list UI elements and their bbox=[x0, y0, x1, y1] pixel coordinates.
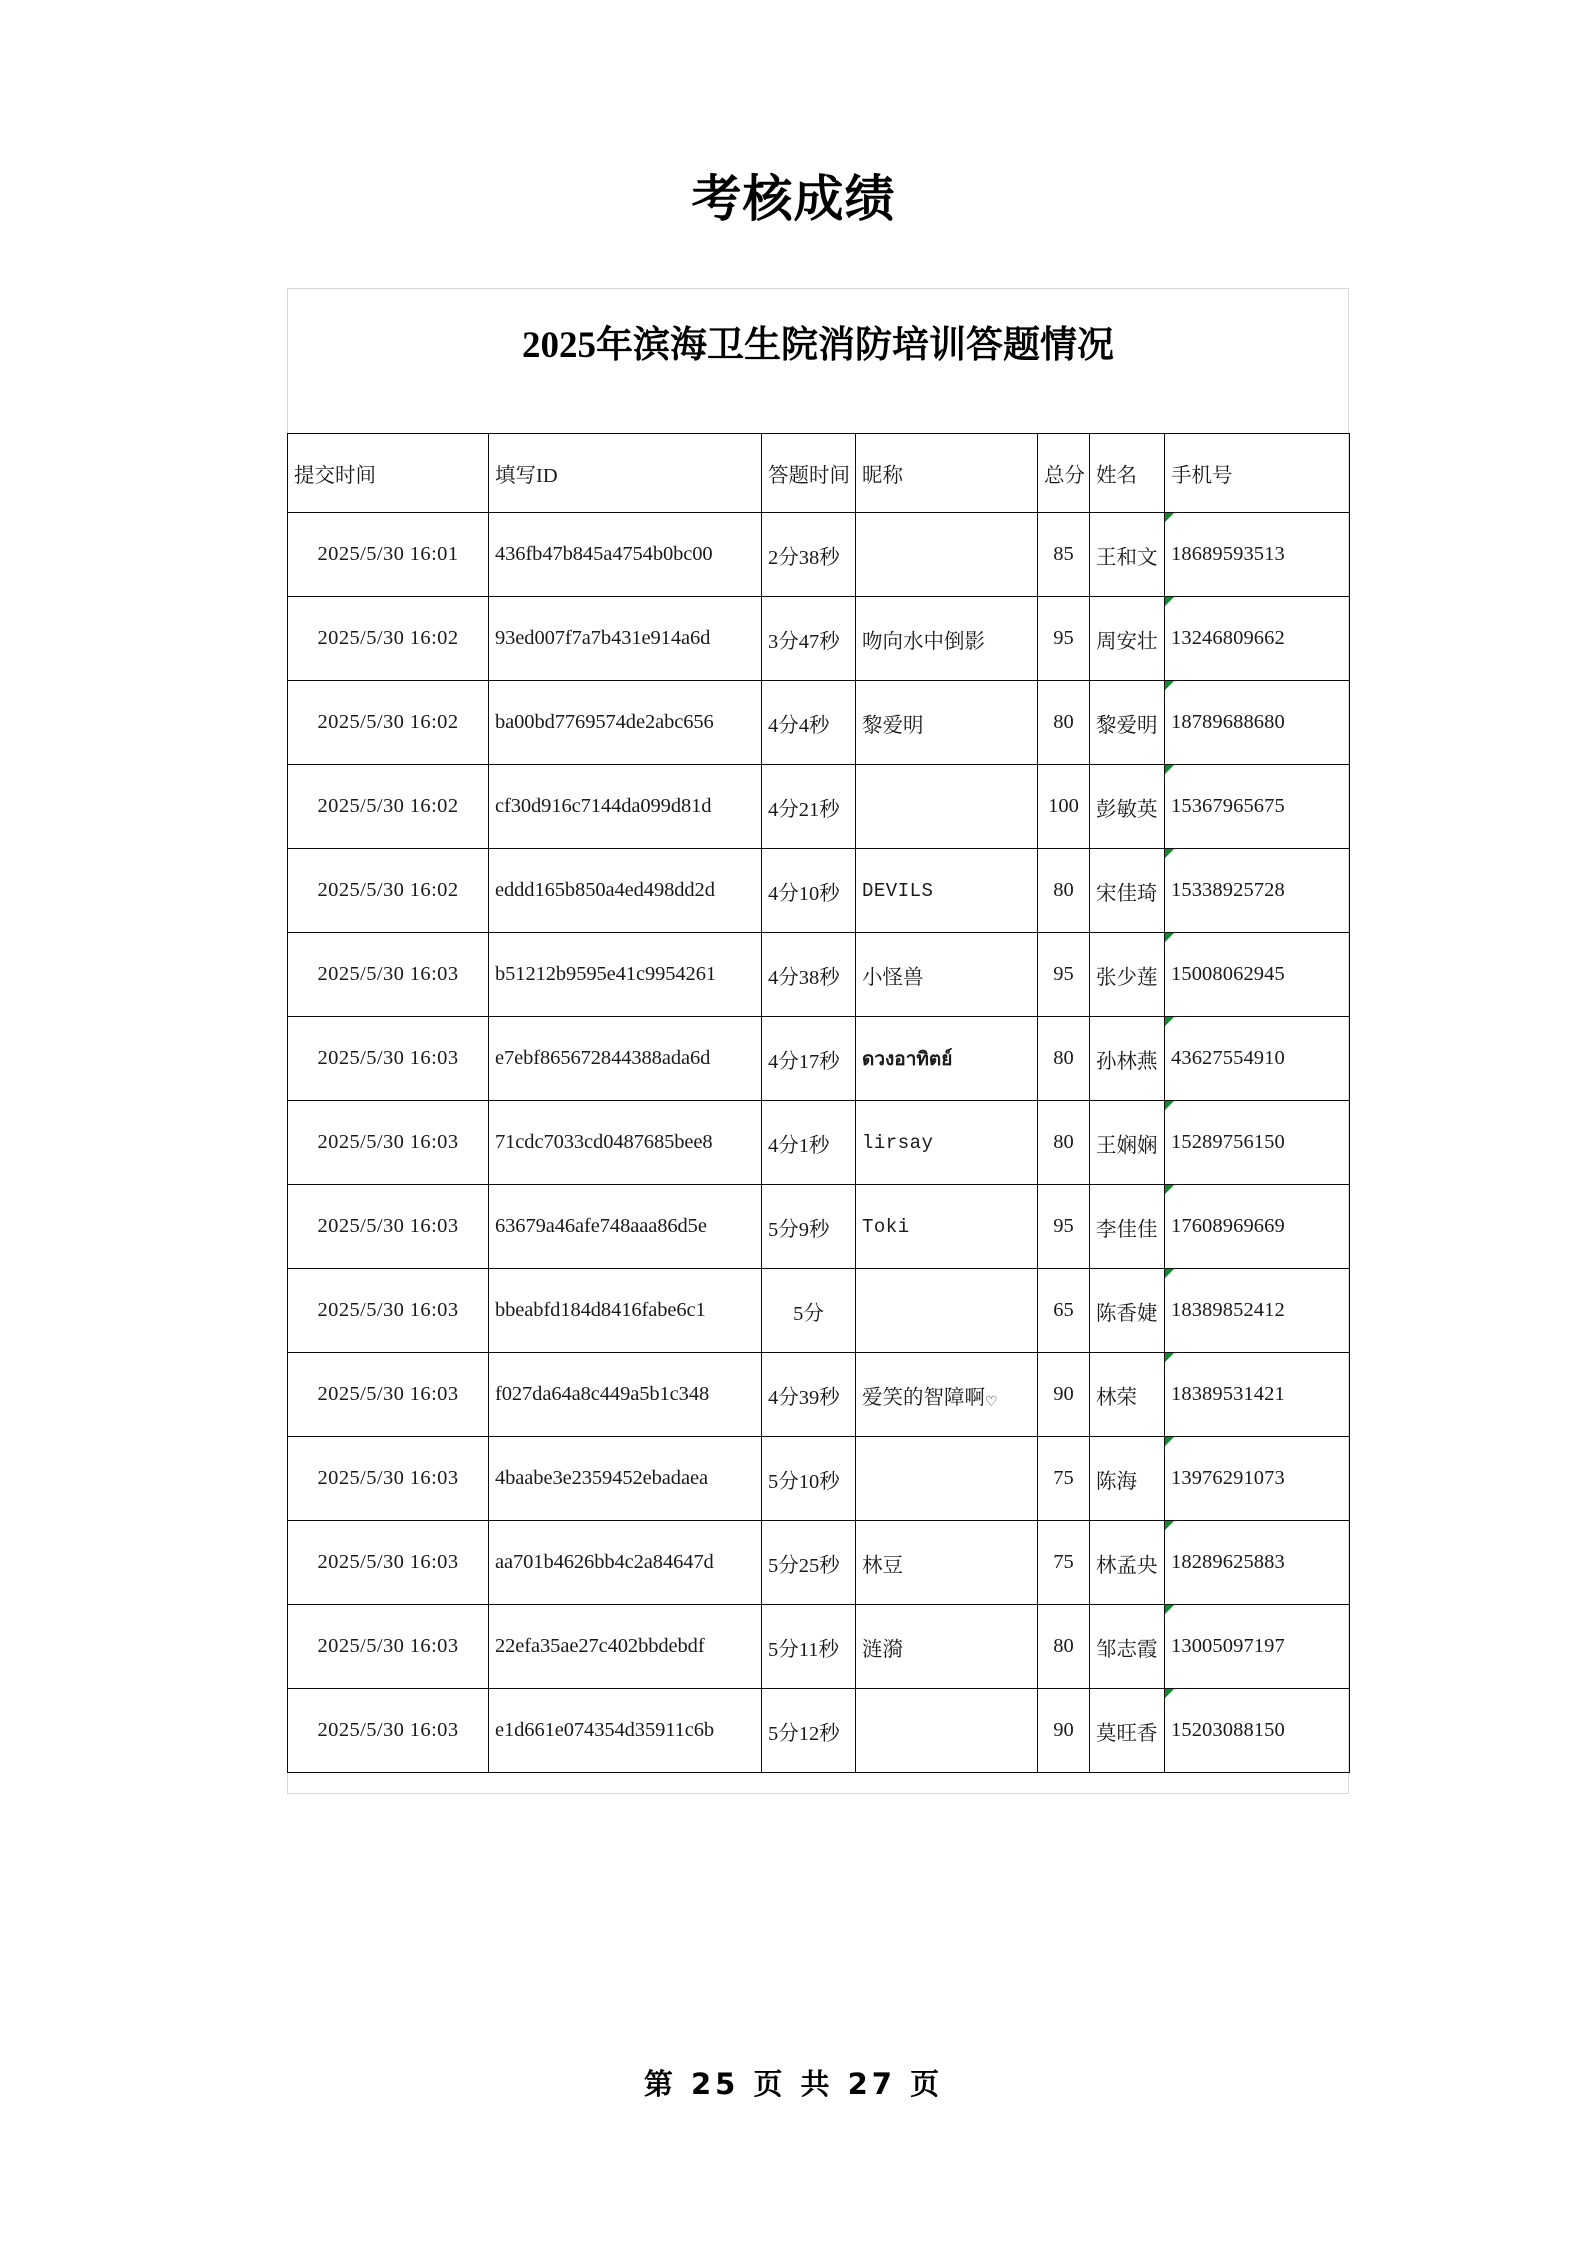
cell-name: 李佳佳 bbox=[1090, 1185, 1165, 1269]
cell-nickname bbox=[856, 1353, 1038, 1437]
cell-name: 王和文 bbox=[1090, 513, 1165, 597]
cell-fill_id: e7ebf865672844388ada6d bbox=[489, 1017, 762, 1101]
nickname-emoji-icon: ♡ bbox=[985, 1393, 998, 1410]
cell-score: 85 bbox=[1038, 513, 1090, 597]
column-header-name: 姓名 bbox=[1090, 434, 1165, 513]
cell-nickname bbox=[856, 1605, 1038, 1689]
table-row bbox=[288, 1185, 1350, 1269]
cell-submit_time: 2025/5/30 16:03 bbox=[288, 1101, 489, 1185]
cell-fill_id: aa701b4626bb4c2a84647d bbox=[489, 1521, 762, 1605]
table-row bbox=[288, 681, 1350, 765]
cell-submit_time: 2025/5/30 16:03 bbox=[288, 1017, 489, 1101]
page-title: 考核成绩 bbox=[691, 170, 896, 228]
cell-submit_time: 2025/5/30 16:03 bbox=[288, 933, 489, 1017]
cell-duration: 5分11秒 bbox=[762, 1605, 856, 1689]
cell-nickname bbox=[856, 681, 1038, 765]
cell-nickname bbox=[856, 933, 1038, 1017]
cell-submit_time: 2025/5/30 16:02 bbox=[288, 597, 489, 681]
cell-name: 孙林燕 bbox=[1090, 1017, 1165, 1101]
cell-duration: 4分21秒 bbox=[762, 765, 856, 849]
cell-score: 95 bbox=[1038, 933, 1090, 1017]
table-row bbox=[288, 597, 1350, 681]
cell-nickname bbox=[856, 1185, 1038, 1269]
cell-name: 林荣 bbox=[1090, 1353, 1165, 1437]
cell-score: 100 bbox=[1038, 765, 1090, 849]
table-header-row bbox=[288, 434, 1350, 513]
cell-phone: 18789688680 bbox=[1165, 681, 1350, 765]
cell-duration: 2分38秒 bbox=[762, 513, 856, 597]
cell-nickname bbox=[856, 1017, 1038, 1101]
column-header-submit_time: 提交时间 bbox=[288, 434, 489, 513]
nickname-text: Toki bbox=[862, 1216, 910, 1238]
cell-name: 宋佳琦 bbox=[1090, 849, 1165, 933]
cell-nickname bbox=[856, 1689, 1038, 1773]
cell-name: 邹志霞 bbox=[1090, 1605, 1165, 1689]
cell-duration: 5分12秒 bbox=[762, 1689, 856, 1773]
cell-duration: 3分47秒 bbox=[762, 597, 856, 681]
cell-nickname bbox=[856, 1521, 1038, 1605]
table-row bbox=[288, 1017, 1350, 1101]
cell-score: 90 bbox=[1038, 1353, 1090, 1437]
cell-name: 林孟央 bbox=[1090, 1521, 1165, 1605]
cell-phone: 13005097197 bbox=[1165, 1605, 1350, 1689]
table-header bbox=[288, 434, 1350, 513]
cell-name: 黎爱明 bbox=[1090, 681, 1165, 765]
cell-submit_time: 2025/5/30 16:02 bbox=[288, 681, 489, 765]
cell-name: 陈海 bbox=[1090, 1437, 1165, 1521]
cell-duration: 5分9秒 bbox=[762, 1185, 856, 1269]
cell-duration: 4分10秒 bbox=[762, 849, 856, 933]
cell-duration: 5分10秒 bbox=[762, 1437, 856, 1521]
cell-fill_id: 93ed007f7a7b431e914a6d bbox=[489, 597, 762, 681]
cell-name: 莫旺香 bbox=[1090, 1689, 1165, 1773]
nickname-text: 林豆 bbox=[862, 1554, 903, 1577]
cell-submit_time: 2025/5/30 16:03 bbox=[288, 1269, 489, 1353]
cell-submit_time: 2025/5/30 16:02 bbox=[288, 765, 489, 849]
cell-phone: 18389852412 bbox=[1165, 1269, 1350, 1353]
table-row bbox=[288, 1689, 1350, 1773]
cell-score: 80 bbox=[1038, 849, 1090, 933]
table-row bbox=[288, 1521, 1350, 1605]
cell-nickname bbox=[856, 849, 1038, 933]
cell-nickname bbox=[856, 1437, 1038, 1521]
nickname-text: 吻向水中倒影 bbox=[862, 630, 985, 653]
cell-score: 80 bbox=[1038, 1605, 1090, 1689]
cell-submit_time: 2025/5/30 16:03 bbox=[288, 1185, 489, 1269]
cell-score: 65 bbox=[1038, 1269, 1090, 1353]
cell-score: 80 bbox=[1038, 1017, 1090, 1101]
cell-phone: 15367965675 bbox=[1165, 765, 1350, 849]
cell-fill_id: cf30d916c7144da099d81d bbox=[489, 765, 762, 849]
nickname-text: 涟漪 bbox=[862, 1638, 903, 1661]
cell-fill_id: ba00bd7769574de2abc656 bbox=[489, 681, 762, 765]
nickname-text: 黎爱明 bbox=[862, 714, 924, 737]
column-header-phone: 手机号 bbox=[1165, 434, 1350, 513]
cell-fill_id: e1d661e074354d35911c6b bbox=[489, 1689, 762, 1773]
nickname-text: 爱笑的智障啊 bbox=[862, 1386, 985, 1409]
cell-duration: 5分 bbox=[762, 1269, 856, 1353]
cell-name: 彭敏英 bbox=[1090, 765, 1165, 849]
cell-name: 陈香婕 bbox=[1090, 1269, 1165, 1353]
table-row bbox=[288, 1101, 1350, 1185]
cell-nickname bbox=[856, 513, 1038, 597]
cell-fill_id: 63679a46afe748aaa86d5e bbox=[489, 1185, 762, 1269]
cell-duration: 5分25秒 bbox=[762, 1521, 856, 1605]
nickname-text: 小怪兽 bbox=[862, 966, 924, 989]
cell-phone: 43627554910 bbox=[1165, 1017, 1350, 1101]
cell-phone: 17608969669 bbox=[1165, 1185, 1350, 1269]
cell-fill_id: f027da64a8c449a5b1c348 bbox=[489, 1353, 762, 1437]
cell-score: 95 bbox=[1038, 597, 1090, 681]
results-table bbox=[287, 433, 1350, 1773]
cell-submit_time: 2025/5/30 16:02 bbox=[288, 849, 489, 933]
column-header-nickname: 昵称 bbox=[856, 434, 1038, 513]
cell-fill_id: b51212b9595e41c9954261 bbox=[489, 933, 762, 1017]
cell-submit_time: 2025/5/30 16:03 bbox=[288, 1689, 489, 1773]
cell-score: 80 bbox=[1038, 1101, 1090, 1185]
cell-phone: 15203088150 bbox=[1165, 1689, 1350, 1773]
nickname-text: lirsay bbox=[862, 1132, 934, 1154]
cell-name: 王娴娴 bbox=[1090, 1101, 1165, 1185]
nickname-text: DEVILS bbox=[862, 880, 934, 902]
cell-score: 75 bbox=[1038, 1521, 1090, 1605]
cell-score: 95 bbox=[1038, 1185, 1090, 1269]
cell-nickname bbox=[856, 765, 1038, 849]
cell-name: 张少莲 bbox=[1090, 933, 1165, 1017]
cell-phone: 18689593513 bbox=[1165, 513, 1350, 597]
column-header-duration: 答题时间 bbox=[762, 434, 856, 513]
column-header-fill_id: 填写ID bbox=[489, 434, 762, 513]
cell-fill_id: 71cdc7033cd0487685bee8 bbox=[489, 1101, 762, 1185]
cell-submit_time: 2025/5/30 16:03 bbox=[288, 1437, 489, 1521]
table-body bbox=[288, 513, 1350, 1773]
table-row bbox=[288, 1605, 1350, 1689]
table-row bbox=[288, 1437, 1350, 1521]
cell-submit_time: 2025/5/30 16:01 bbox=[288, 513, 489, 597]
cell-nickname bbox=[856, 1269, 1038, 1353]
table-row bbox=[288, 849, 1350, 933]
cell-fill_id: 436fb47b845a4754b0bc00 bbox=[489, 513, 762, 597]
cell-score: 90 bbox=[1038, 1689, 1090, 1773]
cell-submit_time: 2025/5/30 16:03 bbox=[288, 1521, 489, 1605]
cell-fill_id: bbeabfd184d8416fabe6c1 bbox=[489, 1269, 762, 1353]
cell-phone: 15008062945 bbox=[1165, 933, 1350, 1017]
table-row bbox=[288, 1269, 1350, 1353]
cell-submit_time: 2025/5/30 16:03 bbox=[288, 1353, 489, 1437]
table-row bbox=[288, 765, 1350, 849]
cell-score: 80 bbox=[1038, 681, 1090, 765]
cell-phone: 13976291073 bbox=[1165, 1437, 1350, 1521]
cell-phone: 15338925728 bbox=[1165, 849, 1350, 933]
cell-name: 周安壮 bbox=[1090, 597, 1165, 681]
cell-fill_id: 22efa35ae27c402bbdebdf bbox=[489, 1605, 762, 1689]
cell-nickname bbox=[856, 1101, 1038, 1185]
cell-duration: 4分38秒 bbox=[762, 933, 856, 1017]
table-row bbox=[288, 1353, 1350, 1437]
table-row bbox=[288, 513, 1350, 597]
nickname-text: ดวงอาทิตย์ bbox=[862, 1047, 953, 1070]
cell-duration: 4分4秒 bbox=[762, 681, 856, 765]
cell-phone: 18389531421 bbox=[1165, 1353, 1350, 1437]
cell-phone: 13246809662 bbox=[1165, 597, 1350, 681]
page-footer: 第 25 页 共 27 页 bbox=[643, 2067, 944, 2101]
column-header-score: 总分 bbox=[1038, 434, 1090, 513]
cell-phone: 15289756150 bbox=[1165, 1101, 1350, 1185]
cell-score: 75 bbox=[1038, 1437, 1090, 1521]
table-row bbox=[288, 933, 1350, 1017]
cell-submit_time: 2025/5/30 16:03 bbox=[288, 1605, 489, 1689]
cell-phone: 18289625883 bbox=[1165, 1521, 1350, 1605]
cell-duration: 4分1秒 bbox=[762, 1101, 856, 1185]
cell-duration: 4分17秒 bbox=[762, 1017, 856, 1101]
cell-fill_id: eddd165b850a4ed498dd2d bbox=[489, 849, 762, 933]
cell-nickname bbox=[856, 597, 1038, 681]
table-caption: 2025年滨海卫生院消防培训答题情况 bbox=[522, 325, 1114, 366]
cell-duration: 4分39秒 bbox=[762, 1353, 856, 1437]
cell-fill_id: 4baabe3e2359452ebadaea bbox=[489, 1437, 762, 1521]
